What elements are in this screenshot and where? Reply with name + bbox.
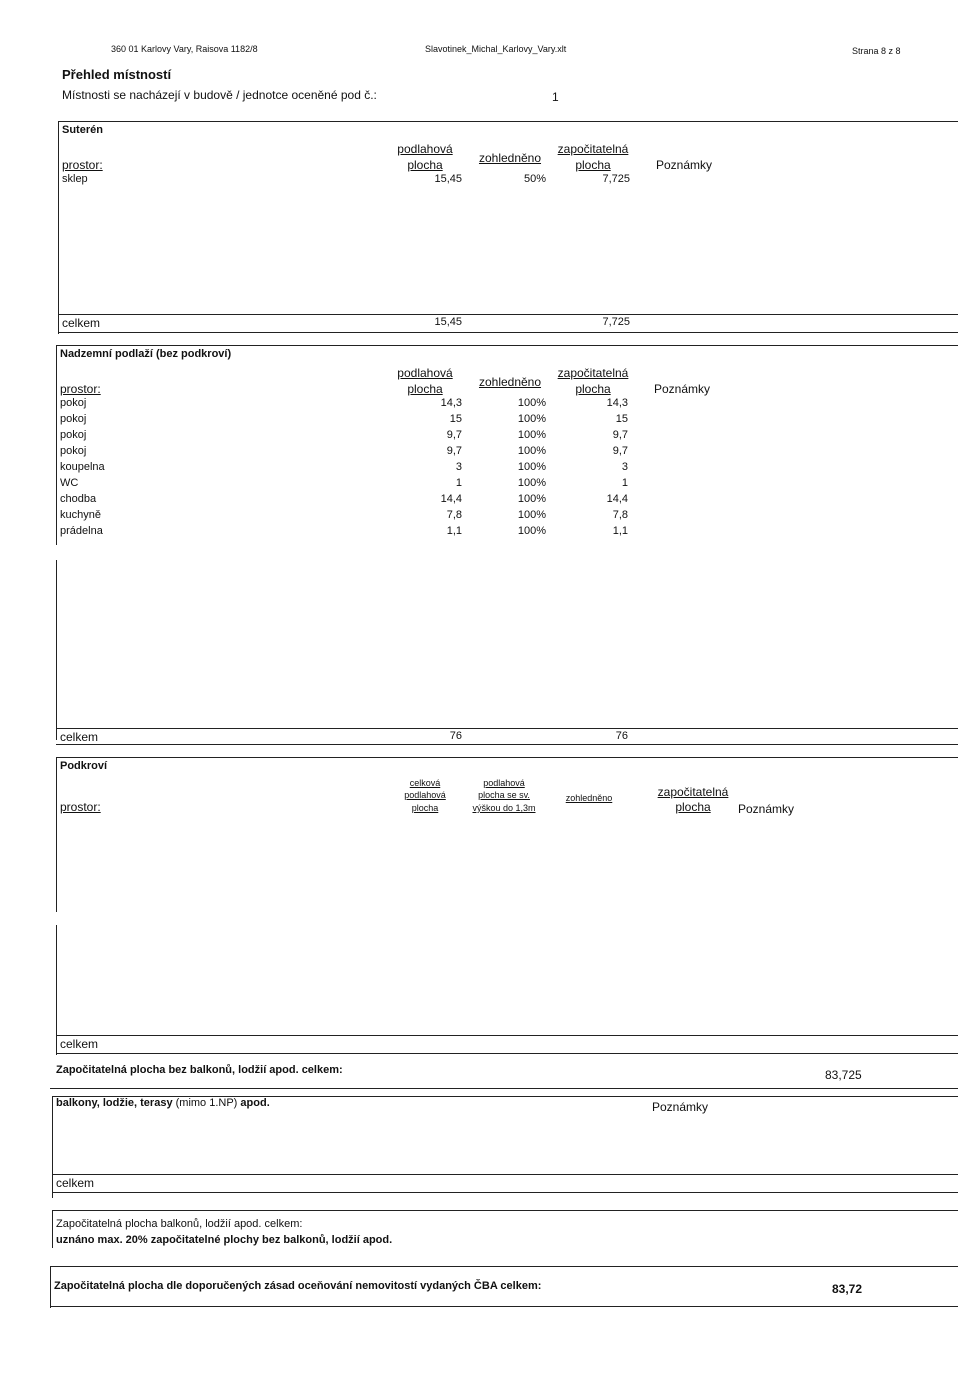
nadzemni-total-label: celkem [60, 730, 99, 744]
col-zapocitatelna: započitatelná [557, 142, 629, 156]
summary2-top-line [52, 1210, 958, 1211]
col-plocha: plocha [411, 803, 439, 813]
room-area: 14,3 [440, 397, 462, 409]
col-plocha: plocha [407, 158, 443, 172]
section-border-lower [56, 560, 57, 740]
col-zapocitatelna: započitatelná [557, 366, 629, 380]
room-name: pokoj [60, 413, 87, 425]
room-pct: 100% [517, 397, 546, 409]
room-pct: 100% [517, 509, 546, 521]
summary2-border [52, 1210, 53, 1248]
total-line [56, 728, 958, 729]
address-text: 360 01 Karlovy Vary, Raisova 1182/8 [111, 44, 258, 54]
row-pct: 50% [523, 173, 546, 185]
room-area: 9,7 [446, 429, 462, 441]
col-prostor: prostor: [62, 158, 103, 172]
total-bottom-line [58, 332, 958, 333]
col-plocha-se-sv: plocha se sv. [478, 790, 530, 800]
section-line [56, 345, 958, 346]
col-podlahova: podlahová [397, 366, 453, 380]
nadzemni-title: Nadzemní podlaží (bez podkroví) [60, 348, 232, 360]
room-pct: 100% [517, 493, 546, 505]
col-prostor: prostor: [60, 800, 101, 814]
col-poznamky: Poznámky [654, 382, 711, 396]
total-bottom-line [56, 744, 958, 745]
col-celkova: celková [409, 778, 441, 788]
summary-line [50, 1088, 958, 1089]
room-counted: 3 [621, 461, 628, 473]
col-podlahova: podlahová [404, 790, 446, 800]
room-pct: 100% [517, 461, 546, 473]
room-counted: 9,7 [612, 429, 628, 441]
room-counted: 1,1 [612, 525, 628, 537]
suteren-total-area: 15,45 [434, 316, 462, 328]
section-line [58, 121, 958, 122]
col-zohledneno: zohledněno [478, 151, 542, 165]
col-poznamky: Poznámky [738, 802, 795, 816]
room-area: 7,8 [446, 509, 462, 521]
final-value: 83,72 [832, 1282, 863, 1296]
room-pct: 100% [517, 445, 546, 457]
room-area: 3 [455, 461, 462, 473]
col-zohledneno: zohledněno [565, 793, 613, 803]
balkony-title-normal: (mimo 1.NP) [175, 1097, 238, 1109]
col-prostor: prostor: [60, 382, 101, 396]
room-name: WC [60, 477, 79, 489]
final-top-line [50, 1266, 958, 1267]
col-podlahova-2: podlahová [483, 778, 525, 788]
page-number: Strana 8 z 8 [852, 46, 901, 56]
row-name: sklep [62, 173, 88, 185]
balkony-title-end: apod. [240, 1097, 270, 1109]
room-pct: 100% [517, 413, 546, 425]
room-name: kuchyně [60, 509, 101, 521]
col-zohledneno: zohledněno [478, 375, 542, 389]
suteren-total-counted: 7,725 [602, 316, 630, 328]
section-border [52, 1096, 53, 1198]
col-plocha-2: plocha [575, 382, 611, 396]
room-counted: 9,7 [612, 445, 628, 457]
section-border [56, 757, 57, 912]
summary2-line1: Započitatelná plocha balkonů, lodžií apod. celkem: [56, 1218, 303, 1230]
section-line [56, 757, 958, 758]
room-pct: 100% [517, 525, 546, 537]
summary-value: 83,725 [825, 1068, 862, 1082]
room-pct: 100% [517, 429, 546, 441]
col-podlahova: podlahová [397, 142, 453, 156]
col-plocha: plocha [407, 382, 443, 396]
room-name: chodba [60, 493, 97, 505]
total-bottom-line [56, 1053, 958, 1054]
room-area: 14,4 [440, 493, 462, 505]
balkony-title-bold: balkony, lodžie, terasy [56, 1097, 173, 1109]
nadzemni-total-area: 76 [449, 730, 462, 742]
col-plocha-2: plocha [575, 158, 611, 172]
room-name: pokoj [60, 445, 87, 457]
section-border [58, 121, 59, 334]
room-pct: 100% [517, 477, 546, 489]
col-zapocitatelna: započitatelná [657, 785, 729, 799]
room-area: 15 [449, 413, 462, 425]
col-plocha-2: plocha [675, 800, 711, 814]
file-name: Slavotinek_Michal_Karlovy_Vary.xlt [425, 44, 567, 54]
unit-number: 1 [552, 90, 559, 104]
room-area: 9,7 [446, 445, 462, 457]
room-area: 1,1 [446, 525, 462, 537]
row-area: 15,45 [434, 173, 462, 185]
room-counted: 14,3 [606, 397, 628, 409]
col-poznamky: Poznámky [656, 158, 713, 172]
page-subtitle: Místnosti se nacházejí v budově / jednotce oceněné pod č.: [62, 88, 377, 102]
room-name: prádelna [60, 525, 103, 537]
room-area: 1 [455, 477, 462, 489]
suteren-title: Suterén [62, 124, 103, 136]
podkrovi-title: Podkroví [60, 760, 108, 772]
row-counted: 7,725 [602, 173, 630, 185]
room-name: pokoj [60, 397, 87, 409]
final-label: Započitatelná plocha dle doporučených zásad oceňování nemovitostí vydaných ČBA celkem: [54, 1280, 542, 1292]
room-counted: 15 [615, 413, 628, 425]
final-bottom-line [50, 1306, 958, 1307]
room-name: pokoj [60, 429, 87, 441]
total-line [52, 1174, 958, 1175]
summary2-line2: uznáno max. 20% započitatelné plochy bez balkonů, lodžií apod. [56, 1234, 393, 1246]
room-counted: 14,4 [606, 493, 628, 505]
final-border [50, 1266, 51, 1308]
total-line [56, 1035, 958, 1036]
room-counted: 7,8 [612, 509, 628, 521]
balkony-poznamky: Poznámky [652, 1100, 709, 1114]
total-bottom-line [52, 1192, 958, 1193]
total-line [58, 314, 958, 315]
podkrovi-total-label: celkem [60, 1037, 99, 1051]
summary-label: Započitatelná plocha bez balkonů, lodžií apod. celkem: [56, 1064, 343, 1076]
section-border [56, 345, 57, 545]
room-name: koupelna [60, 461, 105, 473]
page-title: Přehled místností [62, 67, 172, 82]
balkony-title [56, 1097, 270, 1109]
balkony-total-label: celkem [56, 1176, 95, 1190]
nadzemni-total-counted: 76 [615, 730, 628, 742]
room-counted: 1 [621, 477, 628, 489]
suteren-total-label: celkem [62, 316, 101, 330]
col-vyskou: výškou do 1,3m [472, 803, 536, 813]
